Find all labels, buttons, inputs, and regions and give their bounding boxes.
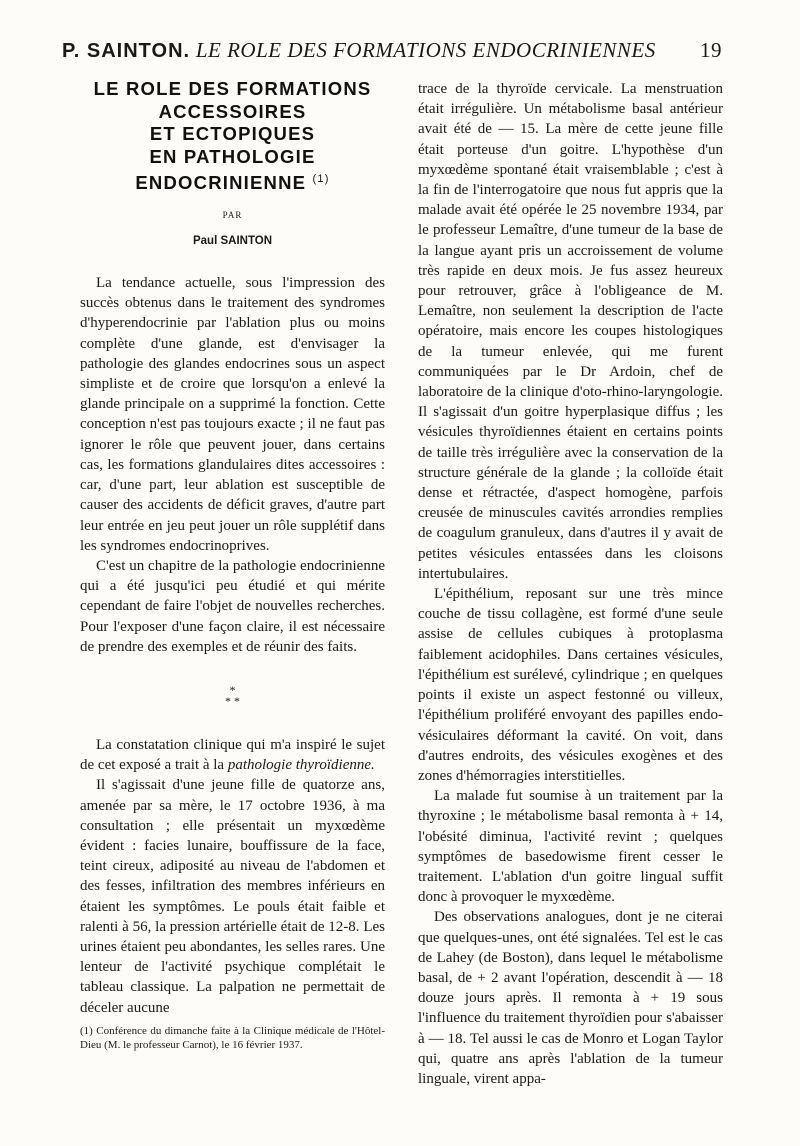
- emphasis-text: pathologie thyroïdienne.: [227, 757, 375, 774]
- article-title-line: EN PATHOLOGIE: [149, 145, 316, 167]
- asterism-bottom: * *: [225, 693, 240, 708]
- article-title-line: LE ROLE DES FORMATIONS: [93, 78, 372, 99]
- article-title-line: ENDOCRINIENNE: [135, 172, 307, 194]
- article-title: [80, 78, 385, 195]
- article-title-line: ET ECTOPIQUES: [149, 123, 316, 144]
- paragraph: Il s'agissait d'une jeune fille de quatorze ans, amenée par sa mère, le 17 octobre 1936, à ma consultation ; elle présentait un myxœdème évident : facies lunaire, bouffissure de la face, teint cireux, adiposité au niveau de l'abdomen et des fesses, infiltration des membres inférieurs en étaient les symptômes. Le pouls était faible et ralenti à 56, la pression artérielle était de 12-8. Les urines étaient peu abondantes, les selles rares. Une lenteur de l'activité psychique complétait le tableau classique. La palpation ne permettait de déceler aucune: [80, 777, 385, 1016]
- paragraph: La malade fut soumise à un traitement par la thyroxine ; le métabolisme basal remonta à + 14, l'obésité diminua, l'activité revint ; quelques symptômes de basedowisme firent cesser le traitement. L'ablation d'un goitre lingual suffit donc à provoquer le myxœdème.: [418, 788, 723, 906]
- running-head-author: P. SAINTON.: [62, 40, 191, 62]
- paragraph: La tendance actuelle, sous l'impression des succès obtenus dans le traitement des syndromes d'hyperendocrinie par l'ablation plus ou moins complète d'une glande, est d'envisager la pathologie des glandes endocrines sous un aspect simpliste et de croire que lorsqu'on a enlevé la glande principale on a supprimé la fonction. Cette conception n'est pas toujours exacte ; il ne faut pas ignorer le rôle que peuvent jouer, dans certains cas, les formations glandulaires dites accessoires : car, d'une part, leur ablation est susceptible de causer des accidents de déficit graves, d'autre part leur entrée en jeu peut jouer un rôle supplétif dans les syndromes endocrinoprives.: [80, 275, 385, 554]
- right-column: [418, 79, 723, 1089]
- asterism: [80, 682, 385, 708]
- article-title-line: ACCESSOIRES: [158, 100, 307, 122]
- page-number: 19: [700, 38, 722, 62]
- paragraph: trace de la thyroïde cervicale. La menstruation était irrégulière. Un métabolisme basal antérieur avait été de — 15. La mère de cette jeune fille était porteuse d'un goitre. L'hypothèse d'un myxœdème spontané était vraisemblable ; c'est à la fin de l'interrogatoire que nous fut appris que la malade avait été opérée le 25 novembre 1934, par le professeur Lemaître, d'une tumeur de la base de la langue ayant pris un accroissement de volume très rapide en deux mois. Je fus assez heureux pour retrouver, grâce à l'obligeance de M. Lemaître, non seulement la description de l'acte opératoire, mais encore les coupes histologiques de la tumeur enlevée, qui me furent communiquées par le Dr Ardoin, chef de laboratoire de la clinique d'oto-rhino-laryngologie. Il s'agissait d'un goitre hyperplasique diffus ; les vésicules thyroïdiennes étaient en certains points de taille très irrégulière avec la conservation de la structure générale de la glande ; la colloïde était dense et rétractée, d'aspect homogène, parfois creusée de minuscules cavités arrondies remplies de coagulum granuleux, dans d'autres il y avait de petites vésicules entassées dans les cloisons intertubulaires.: [418, 81, 723, 582]
- footnote-reference: (1): [312, 173, 330, 185]
- asterism-top: *: [229, 682, 236, 697]
- footnote: (1) Conférence du dimanche faite à la Clinique médicale de l'Hôtel-Dieu (M. le professeur Carnot), le 16 février 1937.: [80, 1025, 385, 1051]
- running-head-title: LE ROLE DES FORMATIONS ENDOCRINIENNES: [195, 38, 656, 62]
- paragraph: C'est un chapitre de la pathologie endocrinienne qui a été jusqu'ici peu étudié et qui mérite cependant de faire l'objet de nouvelles recherches. Pour l'exposer d'une façon claire, il est nécessaire de prendre des exemples et de réunir des faits.: [80, 557, 385, 655]
- running-head: [62, 38, 722, 63]
- article-title-line-last: [80, 168, 385, 195]
- left-column: [80, 78, 385, 1018]
- byline-par: PAR: [222, 209, 243, 220]
- author-name: Paul SAINTON: [192, 234, 273, 247]
- paragraph: Des observations analogues, dont je ne citerai que quelques-unes, ont été signalées. Tel est le cas de Lahey (de Boston), dans lequel le métabolisme basal, de + 2 avant l'opération, descendit à — 18 douze jours après. Il remonta à + 19 sous l'influence du traitement thyroïdien pour s'abaisser à — 18. Tel aussi le cas de Monro et Logan Taylor qui, quatre ans après l'ablation de la tumeur linguale, virent appa-: [418, 909, 723, 1087]
- paragraph: L'épithélium, reposant sur une très mince couche de tissu collagène, est formé d'une seule assise de cellules cubiques à protoplasma faiblement acidophiles. Dans certaines vésicules, l'épithélium est surélevé, cylindrique ; en quelques points il existe un aspect festonné ou villeux, l'épithélium proliféré envoyant des papilles endo-vésiculaires déformant la cavité. On voit, dans d'autres endroits, des vésicules exogènes et des zones d'hémorragies interstitielles.: [418, 586, 723, 784]
- paragraph: [80, 735, 385, 775]
- paragraph-text: La constatation clinique qui m'a inspiré le sujet de cet exposé a trait à la: [80, 736, 385, 774]
